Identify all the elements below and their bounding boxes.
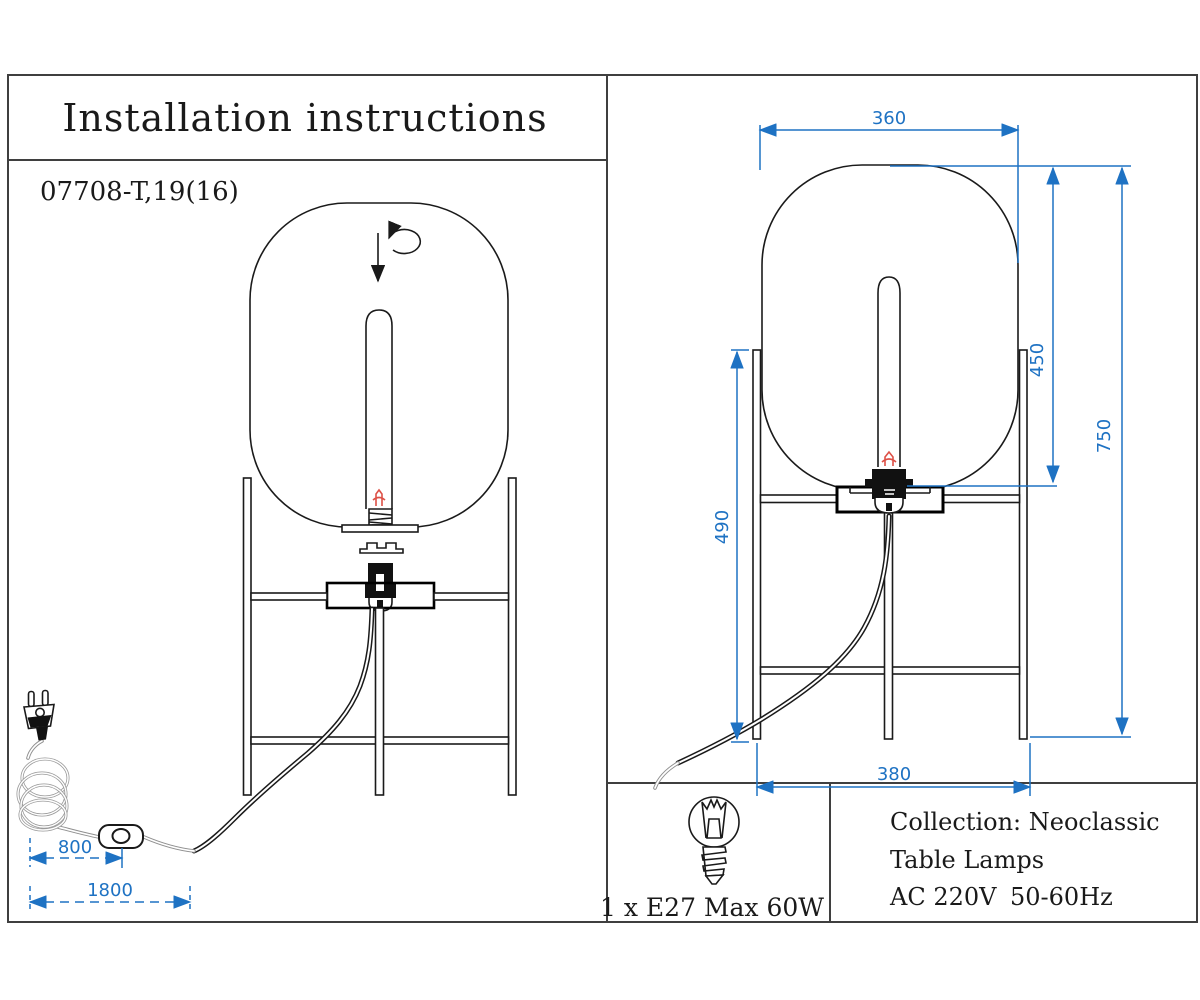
tube-bulb (366, 310, 392, 530)
tube-bulb (878, 277, 900, 467)
category-text: Table Lamps (890, 846, 1045, 874)
dimension-490 (712, 350, 749, 742)
exploded-view (18, 203, 516, 909)
rotate-down-arrow-icon (378, 230, 420, 281)
dim-label-750: 750 (1094, 418, 1115, 454)
dimension-1800 (30, 880, 190, 909)
filament-detail (373, 490, 385, 506)
dim-label-490: 490 (712, 509, 733, 545)
lamp-socket (365, 563, 396, 611)
power-cord (194, 609, 372, 851)
dim-label-450: 450 (1027, 342, 1048, 378)
dimension-450 (907, 168, 1057, 486)
adapter-ring (360, 543, 403, 553)
filament-detail (882, 452, 896, 466)
bulb-spec-cell (600, 797, 824, 922)
dim-label-1800: 1800 (87, 880, 133, 901)
dim-label-800: 800 (57, 837, 93, 858)
product-info-cell (889, 808, 1160, 911)
bulb-icon (689, 797, 739, 884)
assembled-view (655, 108, 1131, 796)
cord-coil (18, 759, 68, 830)
shade-neck-plate (342, 525, 418, 532)
collection-text: Collection: Neoclassic (890, 808, 1160, 836)
voltage-text: AC 220V (890, 883, 997, 911)
eu-plug-icon (24, 691, 54, 741)
dimension-380 (757, 743, 1030, 796)
lamp-shade-outline (250, 203, 508, 527)
dim-label-360: 360 (871, 108, 907, 129)
inline-switch (99, 825, 143, 848)
model-number: 07708-T,19(16) (40, 177, 239, 207)
lamp-shade-outline (762, 165, 1018, 490)
power-cord (655, 516, 889, 788)
bulb-spec-text: 1 x E27 Max 60W (600, 893, 824, 922)
dim-label-380: 380 (876, 764, 912, 785)
frequency-text: 50-60Hz (1010, 883, 1113, 911)
page-title: Installation instructions (62, 96, 548, 140)
dimension-750 (1030, 168, 1131, 737)
